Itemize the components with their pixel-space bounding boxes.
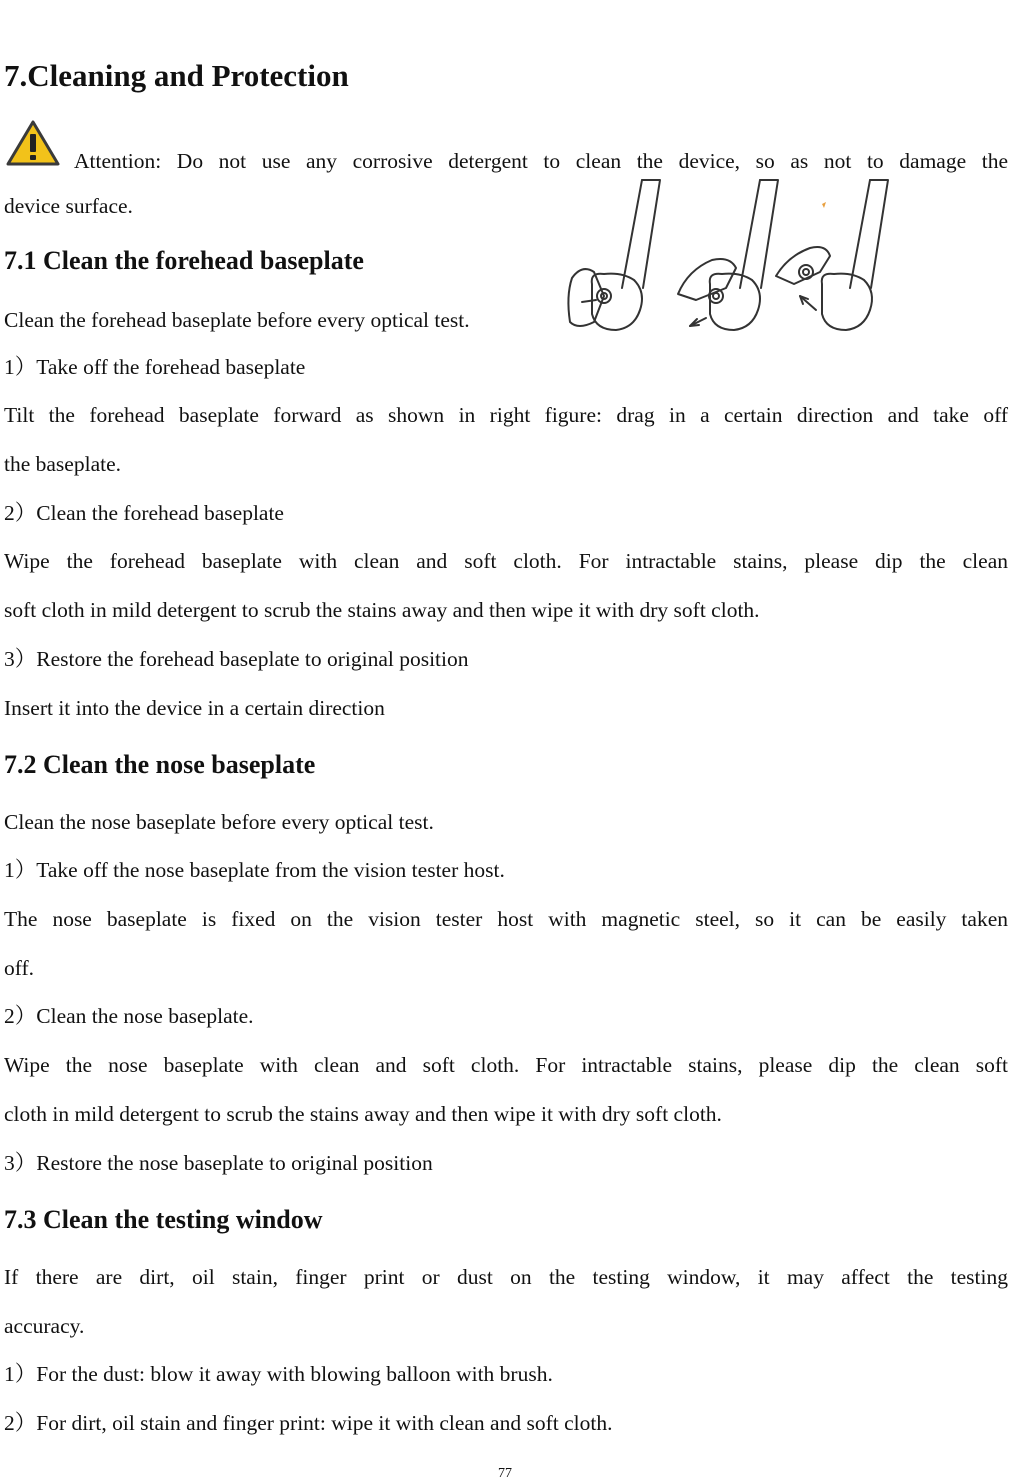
- section-7-1-step3-text: Insert it into the device in a certain direction: [4, 696, 385, 720]
- section-7-1-step2-text-line1: Wipe the forehead baseplate with clean and soft cloth. For intractable stains, please dip the clean: [4, 549, 1008, 573]
- section-7-1-step2-label: 2）Clean the forehead baseplate: [4, 501, 284, 525]
- section-7-3-step2: 2）For dirt, oil stain and finger print: wipe it with clean and soft cloth.: [4, 1411, 613, 1435]
- section-7-2-intro: Clean the nose baseplate before every optical test.: [4, 810, 434, 834]
- section-7-2-step2-text-line1: Wipe the nose baseplate with clean and soft cloth. For intractable stains, please dip the clean soft: [4, 1053, 1008, 1077]
- section-7-2-title: 7.2 Clean the nose baseplate: [4, 750, 316, 779]
- section-7-2-step1-text-line1: The nose baseplate is fixed on the vision tester host with magnetic steel, so it can be easily taken: [4, 907, 1008, 931]
- section-7-1-step3-label: 3）Restore the forehead baseplate to original position: [4, 647, 469, 671]
- attention-text-line2: device surface.: [4, 194, 133, 218]
- forehead-baseplate-removal-figure: [560, 176, 900, 340]
- section-7-2-step1-label: 1）Take off the nose baseplate from the vision tester host.: [4, 858, 505, 882]
- section-7-1-step1-text-line1: Tilt the forehead baseplate forward as shown in right figure: drag in a certain direction and take off: [4, 403, 1008, 427]
- section-7-2-step2-text-line2: cloth in mild detergent to scrub the stains away and then wipe it with dry soft cloth.: [4, 1102, 722, 1126]
- page-number: 77: [498, 1466, 512, 1481]
- section-7-2-step3-label: 3）Restore the nose baseplate to original position: [4, 1151, 433, 1175]
- section-7-1-step1-label: 1）Take off the forehead baseplate: [4, 355, 306, 379]
- section-7-3-step1: 1）For the dust: blow it away with blowing balloon with brush.: [4, 1362, 553, 1386]
- section-7-3-intro-line2: accuracy.: [4, 1314, 85, 1338]
- section-7-2-step2-label: 2）Clean the nose baseplate.: [4, 1004, 254, 1028]
- attention-text-line1: Attention: Do not use any corrosive detergent to clean the device, so as not to damage the: [74, 149, 1008, 173]
- section-7-1-step1-text-line2: the baseplate.: [4, 452, 122, 476]
- warning-triangle-icon: [6, 119, 60, 167]
- section-7-2-step1-text-line2: off.: [4, 956, 35, 980]
- section-7-1-title: 7.1 Clean the forehead baseplate: [4, 246, 364, 275]
- page-title: 7.Cleaning and Protection: [4, 58, 349, 93]
- section-7-1-intro: Clean the forehead baseplate before every optical test.: [4, 308, 470, 332]
- section-7-3-title: 7.3 Clean the testing window: [4, 1205, 323, 1234]
- section-7-1-step2-text-line2: soft cloth in mild detergent to scrub the stains away and then wipe it with dry soft cloth.: [4, 598, 760, 622]
- section-7-3-intro-line1: If there are dirt, oil stain, finger print or dust on the testing window, it may affect the testing: [4, 1265, 1008, 1289]
